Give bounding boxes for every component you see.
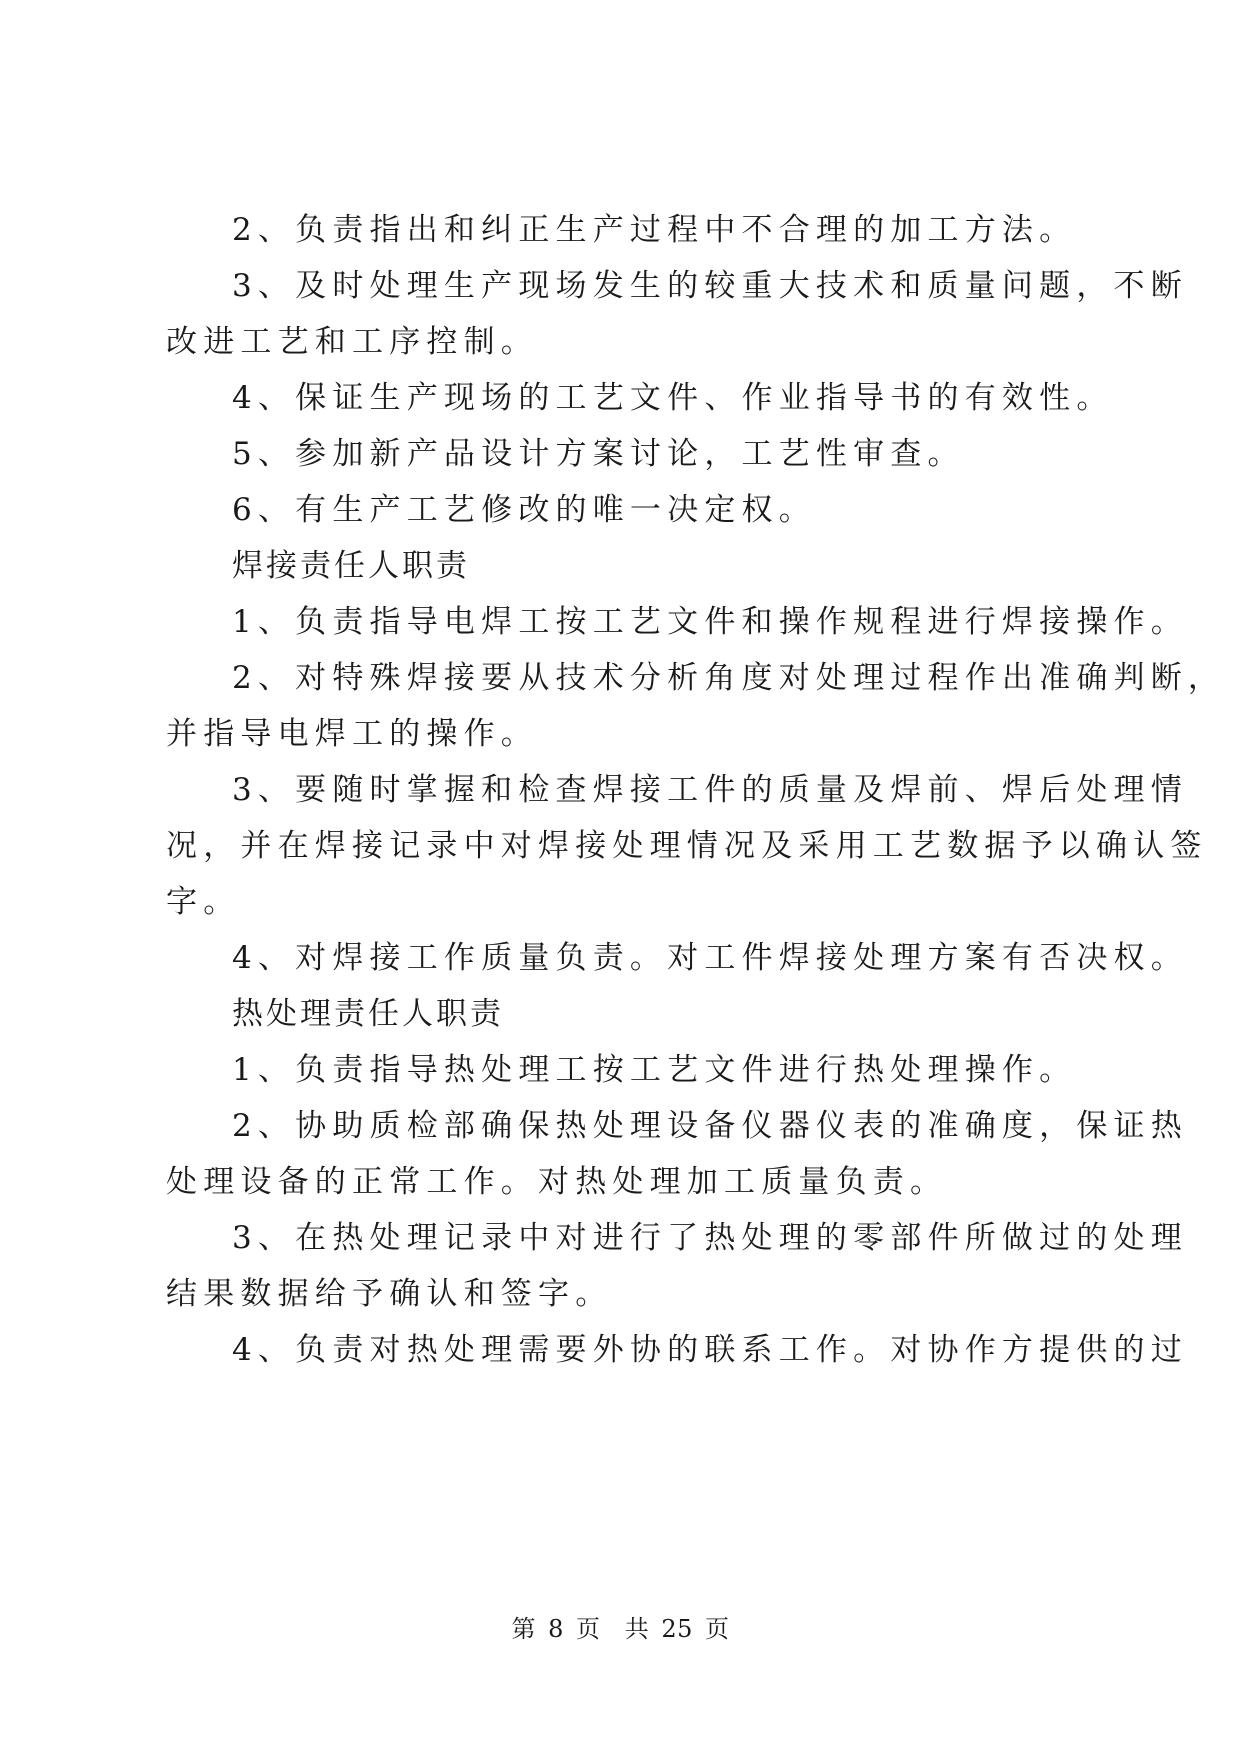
paragraph-line: 1、负责指导电焊工按工艺文件和操作规程进行焊接操作。 (232, 604, 1188, 640)
paragraph-line: 4、对焊接工作质量负责。对工件焊接处理方案有否决权。 (232, 940, 1188, 976)
paragraph-line: 1、负责指导热处理工按工艺文件进行热处理操作。 (232, 1052, 1077, 1088)
section-heading: 热处理责任人职责 (232, 996, 504, 1032)
paragraph-line: 处理设备的正常工作。对热处理加工质量负责。 (166, 1164, 948, 1200)
paragraph-line: 4、负责对热处理需要外协的联系工作。对协作方提供的过 (232, 1332, 1188, 1368)
paragraph-line: 2、对特殊焊接要从技术分析角度对处理过程作出准确判断， (232, 660, 1226, 696)
paragraph-line: 5、参加新产品设计方案讨论，工艺性审查。 (232, 436, 965, 472)
page-footer (0, 1612, 1241, 1646)
paragraph-line: 6、有生产工艺修改的唯一决定权。 (232, 492, 816, 528)
page-number: 第 8 页 (511, 1615, 601, 1643)
paragraph-line: 结果数据给予确认和签字。 (166, 1276, 613, 1312)
paragraph-line: 字。 (166, 884, 241, 920)
page-total: 共 25 页 (624, 1615, 730, 1643)
paragraph-line: 4、保证生产现场的工艺文件、作业指导书的有效性。 (232, 380, 1114, 416)
section-heading: 焊接责任人职责 (232, 548, 470, 584)
paragraph-line: 3、及时处理生产现场发生的较重大技术和质量问题，不断 (232, 268, 1188, 304)
paragraph-line: 改进工艺和工序控制。 (166, 324, 538, 360)
paragraph-line: 并指导电焊工的操作。 (166, 716, 538, 752)
paragraph-line: 2、负责指出和纠正生产过程中不合理的加工方法。 (232, 212, 1077, 248)
paragraph-line: 3、要随时掌握和检查焊接工件的质量及焊前、焊后处理情 (232, 772, 1188, 808)
paragraph-line: 3、在热处理记录中对进行了热处理的零部件所做过的处理 (232, 1220, 1188, 1256)
paragraph-line: 况，并在焊接记录中对焊接处理情况及采用工艺数据予以确认签 (166, 828, 1208, 864)
paragraph-line: 2、协助质检部确保热处理设备仪器仪表的准确度，保证热 (232, 1108, 1188, 1144)
